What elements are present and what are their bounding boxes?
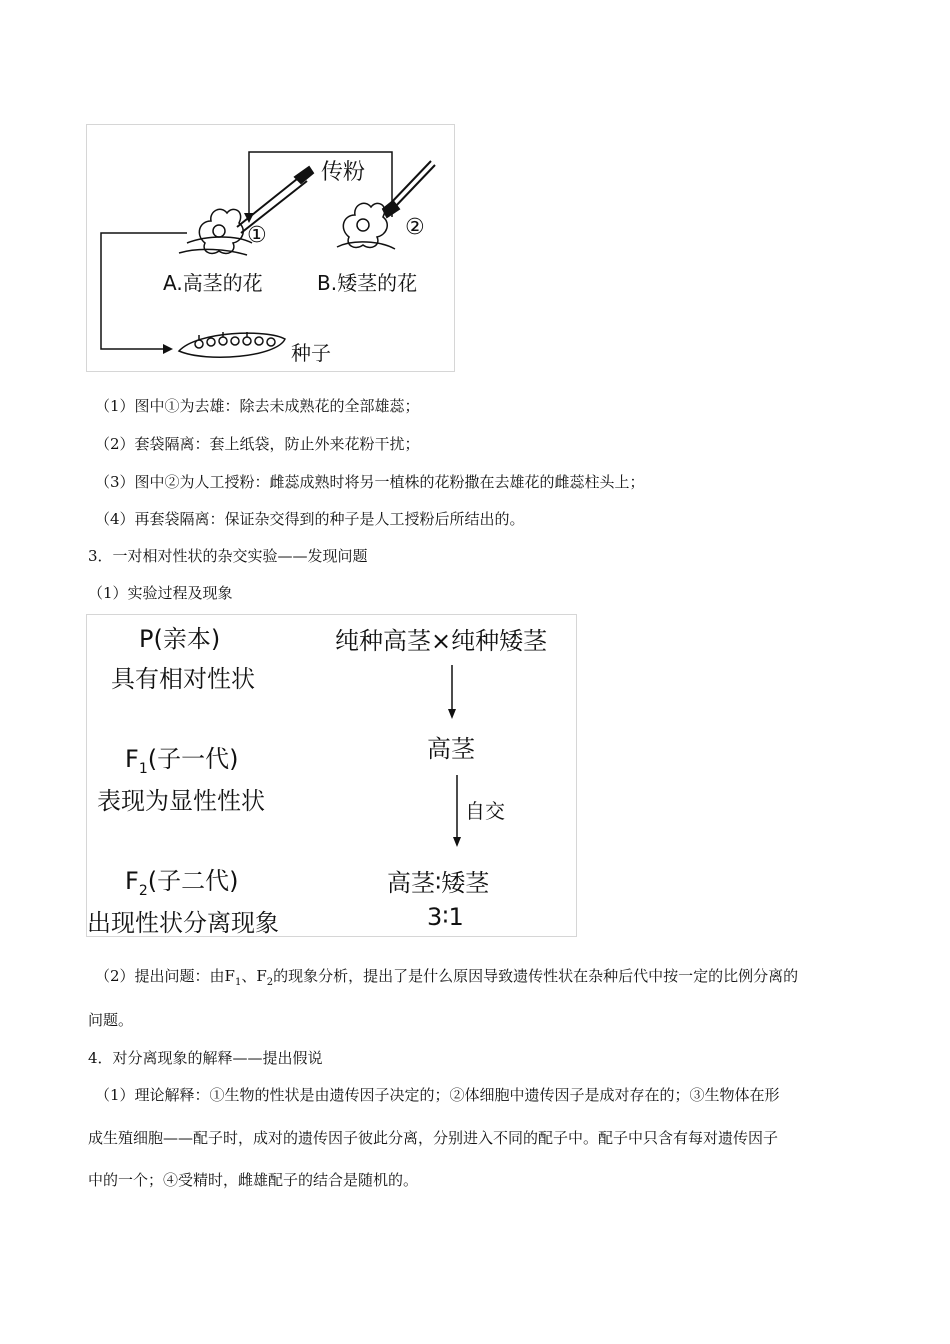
- section3-sub1: （1）实验过程及现象: [88, 584, 233, 602]
- p-desc: 具有相对性状: [111, 665, 255, 693]
- transfer-label: 传粉: [321, 160, 366, 185]
- section3-question-cont: 问题。: [88, 1011, 134, 1029]
- seed-arrowhead: [163, 344, 173, 354]
- cross-experiment-figure: [86, 614, 577, 937]
- pollination-diagram: [87, 125, 454, 371]
- marker-2: ②: [405, 215, 425, 240]
- section4-heading: 4．对分离现象的解释——提出假说: [88, 1049, 323, 1067]
- step-3: （3）图中②为人工授粉：雌蕊成熟时将另一植株的花粉撒在去雄花的雌蕊柱头上；: [95, 473, 645, 491]
- f1-desc: 表现为显性性状: [97, 787, 265, 815]
- step-1: （1）图中①为去雄：除去未成熟花的全部雄蕊；: [95, 397, 420, 415]
- selfing-label: 自交: [465, 799, 505, 823]
- section3-question: （2）提出问题：由$F_1$、$F_2$的现象分析，提出了是什么原因导致遗传性状在杂种后代中按一定的比例分离的: [95, 967, 799, 988]
- section4-line2: 成生殖细胞——配子时，成对的遗传因子彼此分离，分别进入不同的配子中。配子中只含有每对遗传因子: [88, 1129, 779, 1147]
- arrow-to-f2-head: [453, 837, 461, 847]
- label-seed: 种子: [291, 341, 331, 365]
- seed-pod-icon: [179, 332, 285, 357]
- section3-heading: 3．一对相对性状的杂交实验——发现问题: [88, 547, 368, 565]
- step-2: （2）套袋隔离：套上纸袋，防止外来花粉干扰；: [95, 435, 420, 453]
- label-tall-flower: A.高茎的花: [163, 271, 263, 295]
- cross-text: 纯种高茎×纯种矮茎: [335, 627, 548, 655]
- f2-result: 高茎∶矮茎: [387, 869, 490, 897]
- p-label: P(亲本): [139, 625, 221, 653]
- f2-label: $F_2$(子二代): [125, 867, 239, 899]
- arrow-to-f1-head: [448, 709, 456, 719]
- f1-label: $F_1$(子一代): [125, 745, 239, 777]
- section4-line1: （1）理论解释：①生物的性状是由遗传因子决定的；②体细胞中遗传因子是成对存在的；③生物体在形: [95, 1086, 780, 1104]
- step-4: （4）再套袋隔离：保证杂交得到的种子是人工授粉后所结出的。: [95, 510, 525, 528]
- pollination-figure: [86, 124, 455, 372]
- f1-result: 高茎: [427, 735, 475, 763]
- f2-desc: 出现性状分离现象: [87, 909, 279, 937]
- brush-icon: [383, 161, 435, 217]
- section4-line3: 中的一个；④受精时，雌雄配子的结合是随机的。: [88, 1171, 419, 1189]
- label-short-flower: B.矮茎的花: [317, 271, 418, 295]
- f2-ratio: 3∶1: [427, 903, 464, 931]
- marker-1: ①: [247, 223, 267, 248]
